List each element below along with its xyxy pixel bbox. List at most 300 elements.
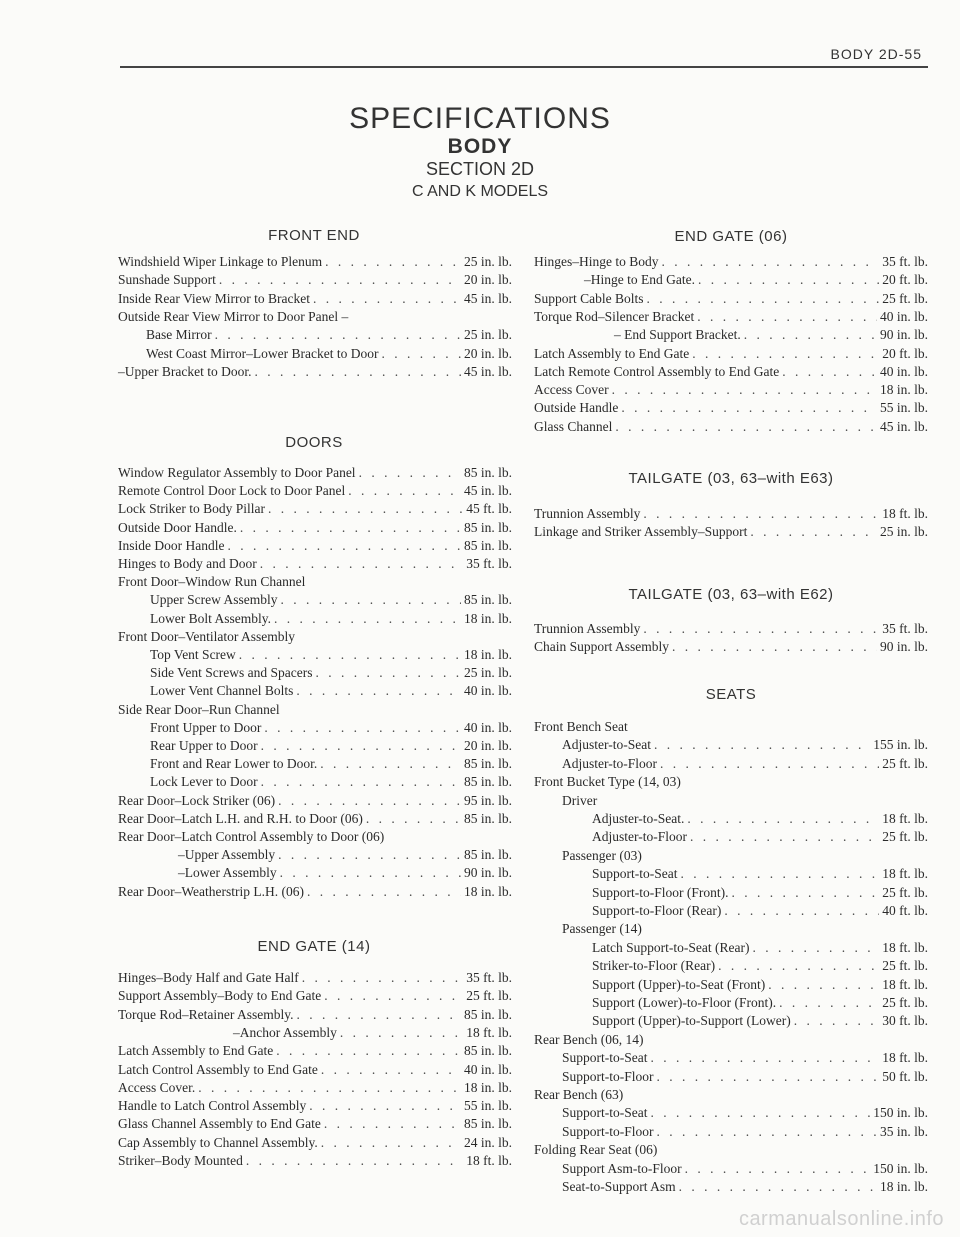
spec-value: 18 ft. lb. xyxy=(882,506,928,521)
spec-row xyxy=(534,308,928,326)
spec-row xyxy=(118,1006,512,1024)
dot-leader xyxy=(359,464,461,482)
spec-group-label: Driver xyxy=(562,792,598,808)
spec-label: Support-to-Seat xyxy=(562,1050,648,1066)
spec-value: 25 ft. lb. xyxy=(882,755,928,771)
spec-value: 18 in. lb. xyxy=(463,647,512,662)
spec-row xyxy=(534,345,928,363)
spec-label: –Anchor Assembly xyxy=(233,1024,337,1040)
spec-label: Remote Control Door Lock to Door Panel xyxy=(118,483,346,499)
dot-leader xyxy=(261,737,461,755)
spec-value: 25 ft. lb. xyxy=(882,884,928,900)
spec-value: 40 in. lb. xyxy=(879,308,928,324)
dot-leader xyxy=(615,418,877,436)
spec-label: Support-to-Floor xyxy=(562,1123,654,1139)
spec-value: 20 in. lb. xyxy=(463,738,512,753)
spec-value: 55 in. lb. xyxy=(463,1098,512,1114)
spec-row xyxy=(150,610,512,628)
spec-row xyxy=(534,253,928,271)
dot-leader xyxy=(690,828,879,846)
spec-row xyxy=(150,591,512,609)
spec-value: 18 in. lb. xyxy=(463,1079,512,1095)
spec-label: West Coast Mirror–Lower Bracket to Door xyxy=(146,345,379,361)
spec-label: Handle to Latch Control Assembly xyxy=(118,1098,307,1114)
spec-value: 35 ft. lb. xyxy=(466,556,512,571)
dot-leader xyxy=(782,363,877,381)
spec-value: 85 in. lb. xyxy=(463,774,512,790)
dot-leader xyxy=(718,957,879,975)
spec-row xyxy=(592,957,928,975)
spec-label: Support-to-Seat xyxy=(562,1105,648,1121)
spec-value: 20 ft. lb. xyxy=(882,345,928,361)
spec-value: 35 ft. lb. xyxy=(882,621,928,636)
dot-leader xyxy=(679,1178,877,1196)
spec-value: 85 in. lb. xyxy=(463,592,512,608)
spec-label: Inside Rear View Mirror to Bracket xyxy=(118,290,311,306)
dot-leader xyxy=(744,326,877,344)
spec-label: Support (Lower)-to-Floor (Front). xyxy=(592,995,777,1010)
dot-leader xyxy=(697,308,877,326)
spec-value: 35 ft. lb. xyxy=(466,970,512,985)
end-gate-14-heading: END GATE (14) xyxy=(257,938,371,955)
spec-row xyxy=(562,736,928,754)
spec-value: 90 in. lb. xyxy=(879,327,928,343)
dot-leader xyxy=(794,1012,880,1030)
spec-value: 35 ft. lb. xyxy=(882,254,928,269)
spec-row xyxy=(534,523,928,541)
dot-leader xyxy=(313,290,461,308)
spec-value: 85 in. lb. xyxy=(463,810,512,826)
spec-label: Seat-to-Support Asm xyxy=(562,1179,676,1194)
spec-row xyxy=(146,345,512,363)
dot-leader xyxy=(246,1152,463,1170)
spec-label: Support Asm-to-Floor xyxy=(562,1160,682,1176)
spec-label: Latch Remote Control Assembly to End Gate xyxy=(534,363,780,379)
spec-value: 85 in. lb. xyxy=(463,847,512,863)
spec-value: 25 in. lb. xyxy=(463,327,512,343)
spec-row xyxy=(534,620,928,638)
spec-label: Torque Rod–Silencer Bracket xyxy=(534,308,695,324)
spec-label: Glass Channel xyxy=(534,418,613,434)
spec-row xyxy=(118,1115,512,1133)
dot-leader xyxy=(660,755,879,773)
spec-label: Windshield Wiper Linkage to Plenum xyxy=(118,254,323,269)
spec-value: 45 ft. lb. xyxy=(466,501,512,517)
dot-leader xyxy=(321,1134,461,1152)
spec-label: Glass Channel Assembly to End Gate xyxy=(118,1116,321,1132)
dot-leader xyxy=(274,610,461,628)
dot-leader xyxy=(320,755,461,773)
spec-row xyxy=(150,773,512,791)
spec-row xyxy=(118,363,512,381)
spec-label: Support Cable Bolts xyxy=(534,290,644,306)
spec-value: 85 in. lb. xyxy=(463,519,512,535)
spec-label: –Upper Bracket to Door. xyxy=(118,363,252,379)
dot-leader xyxy=(366,810,461,828)
spec-row xyxy=(562,1068,928,1086)
spec-value: 18 in. lb. xyxy=(463,883,512,899)
spec-row xyxy=(118,1079,512,1097)
spec-label: Rear Door–Lock Striker (06) xyxy=(118,792,276,808)
dot-leader xyxy=(260,555,464,573)
spec-label: Front and Rear Lower to Door. xyxy=(150,756,318,772)
spec-value: 150 in. lb. xyxy=(873,1105,928,1121)
spec-label: Latch Control Assembly to End Gate xyxy=(118,1061,318,1077)
dot-leader xyxy=(681,865,880,883)
spec-value: 18 in. lb. xyxy=(879,1179,928,1194)
dot-leader xyxy=(302,969,464,987)
spec-label: –Upper Assembly xyxy=(178,847,276,863)
dot-leader xyxy=(692,345,879,363)
dot-leader xyxy=(643,505,879,523)
spec-label: Lower Vent Channel Bolts xyxy=(150,683,294,699)
spec-value: 25 ft. lb. xyxy=(882,290,928,306)
spec-label: Support-to-Floor xyxy=(562,1068,654,1084)
spec-value: 18 ft. lb. xyxy=(882,811,928,826)
spec-row xyxy=(118,519,512,537)
spec-label: Torque Rod–Retainer Assembly. xyxy=(118,1006,294,1022)
dot-leader xyxy=(324,1115,461,1133)
dot-leader xyxy=(621,399,877,417)
spec-label: Support-to-Floor (Front). xyxy=(592,884,729,900)
dot-leader xyxy=(321,1061,461,1079)
spec-row xyxy=(178,846,512,864)
spec-label: Support-to-Seat xyxy=(592,866,678,882)
dot-leader xyxy=(662,253,880,271)
section-label: SECTION 2D xyxy=(425,159,535,179)
spec-row xyxy=(592,1012,928,1030)
spec-value: 45 in. lb. xyxy=(879,418,928,434)
spec-value: 55 in. lb. xyxy=(879,400,928,416)
spec-value: 45 in. lb. xyxy=(463,483,512,499)
spec-row xyxy=(592,939,928,957)
spec-row xyxy=(118,464,512,482)
spec-value: 95 in. lb. xyxy=(463,792,512,808)
spec-row xyxy=(118,271,512,289)
dot-leader xyxy=(651,1049,880,1067)
spec-row xyxy=(233,1024,512,1042)
spec-row xyxy=(150,664,512,682)
spec-group-label: Rear Bench (06, 14) xyxy=(534,1031,644,1047)
spec-row xyxy=(118,1042,512,1060)
spec-group-label: Passenger (03) xyxy=(562,847,642,863)
dot-leader xyxy=(296,682,461,700)
spec-label: Cap Assembly to Channel Assembly. xyxy=(118,1134,318,1150)
spec-value: 155 in. lb. xyxy=(873,737,928,753)
spec-value: 35 in. lb. xyxy=(879,1123,928,1139)
dot-leader xyxy=(278,792,461,810)
spec-label: Access Cover. xyxy=(118,1079,196,1095)
spec-group-label: Front Bucket Type (14, 03) xyxy=(534,774,681,790)
spec-row xyxy=(150,719,512,737)
spec-label: Striker-to-Floor (Rear) xyxy=(592,958,716,974)
spec-label: Hinges to Body and Door xyxy=(118,556,257,571)
spec-value: 18 ft. lb. xyxy=(466,1024,512,1040)
dot-leader xyxy=(215,326,461,344)
dot-leader xyxy=(309,1097,461,1115)
spec-group-label: Passenger (14) xyxy=(562,921,642,937)
spec-label: Chain Support Assembly xyxy=(534,639,670,655)
spec-value: 40 in. lb. xyxy=(879,363,928,379)
spec-value: 90 in. lb. xyxy=(463,865,512,881)
spec-row xyxy=(562,1160,928,1178)
dot-leader xyxy=(276,1042,461,1060)
spec-label: Adjuster-to-Floor xyxy=(562,755,657,771)
spec-group-label: Outside Rear View Mirror to Door Panel – xyxy=(118,308,349,324)
spec-value: 25 in. lb. xyxy=(879,524,928,540)
spec-label: Access Cover xyxy=(534,382,609,398)
spec-row xyxy=(534,505,928,523)
spec-value: 85 in. lb. xyxy=(463,1116,512,1132)
spec-value: 24 in. lb. xyxy=(463,1134,512,1150)
dot-leader xyxy=(779,994,879,1012)
spec-value: 18 ft. lb. xyxy=(882,866,928,882)
dot-leader xyxy=(647,290,880,308)
spec-label: Support Assembly–Body to End Gate xyxy=(118,988,322,1004)
spec-row xyxy=(118,290,512,308)
dot-leader xyxy=(198,1079,461,1097)
dot-leader xyxy=(768,976,879,994)
spec-row xyxy=(118,987,512,1005)
spec-row xyxy=(118,1061,512,1079)
spec-value: 40 in. lb. xyxy=(463,683,512,699)
dot-leader xyxy=(750,523,877,541)
spec-row xyxy=(118,1134,512,1152)
spec-label: Lock Lever to Door xyxy=(150,774,258,790)
spec-value: 40 ft. lb. xyxy=(882,903,928,918)
spec-group-label: Folding Rear Seat (06) xyxy=(534,1142,658,1158)
spec-value: 20 in. lb. xyxy=(463,272,512,288)
spec-row xyxy=(150,646,512,664)
spec-label: Window Regulator Assembly to Door Panel xyxy=(118,465,356,480)
dot-leader xyxy=(264,719,461,737)
spec-value: 150 in. lb. xyxy=(873,1160,928,1176)
spec-label: –Hinge to End Gate. xyxy=(584,272,695,288)
spec-label: Latch Assembly to End Gate xyxy=(534,345,690,361)
spec-label: –Lower Assembly xyxy=(178,865,277,881)
spec-label: Outside Handle xyxy=(534,400,619,416)
dot-leader xyxy=(657,1068,880,1086)
dot-leader xyxy=(280,864,461,882)
spec-label: Linkage and Striker Assembly–Support xyxy=(534,524,748,540)
spec-group-label: Rear Bench (63) xyxy=(534,1087,624,1102)
spec-group-label: Front Door–Window Run Channel xyxy=(118,574,306,590)
spec-row xyxy=(592,902,928,920)
end-gate-06-heading: END GATE (06) xyxy=(674,228,788,245)
spec-value: 85 in. lb. xyxy=(463,1043,512,1059)
spec-label: Support-to-Floor (Rear) xyxy=(592,903,722,918)
spec-row xyxy=(592,884,928,902)
dot-leader xyxy=(752,939,879,957)
spec-value: 85 in. lb. xyxy=(463,1006,512,1022)
spec-label: Adjuster-to-Floor xyxy=(592,829,687,845)
spec-label: Rear Door–Latch L.H. and R.H. to Door (06) xyxy=(118,810,363,826)
spec-row xyxy=(118,555,512,573)
dot-leader xyxy=(227,537,461,555)
dot-leader xyxy=(724,902,879,920)
spec-row xyxy=(614,326,928,344)
spec-label: Trunnion Assembly xyxy=(534,621,641,636)
spec-label: Side Vent Screws and Spacers xyxy=(150,665,313,681)
spec-row xyxy=(592,865,928,883)
dot-leader xyxy=(657,1123,877,1141)
spec-value: 18 in. lb. xyxy=(879,382,928,398)
tailgate-e62-heading: TAILGATE (03, 63–with E62) xyxy=(628,586,834,603)
spec-label: Lock Striker to Body Pillar xyxy=(118,501,265,517)
spec-value: 18 ft. lb. xyxy=(882,1050,928,1066)
spec-value: 85 in. lb. xyxy=(463,537,512,553)
spec-row xyxy=(534,290,928,308)
spec-row xyxy=(118,1097,512,1115)
spec-value: 45 in. lb. xyxy=(463,290,512,306)
dot-leader xyxy=(261,773,461,791)
spec-label: Rear Door–Weatherstrip L.H. (06) xyxy=(118,883,304,899)
spec-value: 40 in. lb. xyxy=(463,1061,512,1077)
spec-value: 18 ft. lb. xyxy=(466,1153,512,1168)
dot-leader xyxy=(239,646,461,664)
header-rule xyxy=(120,66,928,68)
spec-value: 20 ft. lb. xyxy=(882,272,928,288)
spec-row xyxy=(118,253,512,271)
spec-label: – End Support Bracket. xyxy=(614,327,741,343)
spec-row xyxy=(118,537,512,555)
watermark: carmanualsonline.info xyxy=(738,1208,944,1230)
dot-leader xyxy=(732,884,880,902)
spec-label: Adjuster-to-Seat xyxy=(562,737,651,753)
spec-row xyxy=(534,399,928,417)
dot-leader xyxy=(324,987,463,1005)
spec-label: Inside Door Handle xyxy=(118,537,225,553)
spec-value: 85 in. lb. xyxy=(463,465,512,480)
seats-heading: SEATS xyxy=(705,686,757,703)
spec-row xyxy=(118,792,512,810)
spec-value: 25 in. lb. xyxy=(463,665,512,681)
spec-value: 90 in. lb. xyxy=(879,639,928,655)
spec-label: Latch Assembly to End Gate xyxy=(118,1043,274,1059)
spec-value: 25 in. lb. xyxy=(463,254,512,269)
spec-row xyxy=(118,810,512,828)
spec-label: Lower Bolt Assembly. xyxy=(150,610,271,626)
spec-label: Top Vent Screw xyxy=(150,647,236,662)
spec-label: Trunnion Assembly xyxy=(534,506,641,521)
spec-label: Outside Door Handle. xyxy=(118,519,237,535)
spec-value: 50 ft. lb. xyxy=(882,1068,928,1084)
spec-value: 18 in. lb. xyxy=(463,610,512,626)
dot-leader xyxy=(340,1024,463,1042)
spec-row xyxy=(534,381,928,399)
page-title: SPECIFICATIONS xyxy=(349,102,611,135)
spec-group-label: Side Rear Door–Run Channel xyxy=(118,701,280,717)
dot-leader xyxy=(612,381,877,399)
page-subtitle: BODY xyxy=(447,135,513,158)
spec-row xyxy=(534,363,928,381)
tailgate-e63-heading: TAILGATE (03, 63–with E63) xyxy=(628,470,834,487)
spec-row xyxy=(150,737,512,755)
dot-leader xyxy=(297,1006,461,1024)
spec-row xyxy=(592,828,928,846)
spec-row xyxy=(118,482,512,500)
front-end-heading: FRONT END xyxy=(268,227,360,244)
page-header: BODY 2D-55 xyxy=(830,46,922,62)
spec-row xyxy=(592,994,928,1012)
dot-leader xyxy=(348,482,461,500)
dot-leader xyxy=(268,500,463,518)
spec-value: 30 ft. lb. xyxy=(882,1013,928,1029)
spec-label: Hinges–Hinge to Body xyxy=(534,254,659,269)
spec-row xyxy=(562,1178,928,1196)
dot-leader xyxy=(687,810,879,828)
spec-label: Hinges–Body Half and Gate Half xyxy=(118,970,299,985)
spec-row xyxy=(118,883,512,901)
spec-value: 40 in. lb. xyxy=(463,719,512,735)
spec-row xyxy=(118,1152,512,1170)
spec-row xyxy=(592,976,928,994)
dot-leader xyxy=(325,253,461,271)
spec-value: 25 ft. lb. xyxy=(882,995,928,1010)
spec-label: Support (Upper)-to-Support (Lower) xyxy=(592,1013,791,1029)
spec-row xyxy=(592,810,928,828)
spec-label: Latch Support-to-Seat (Rear) xyxy=(592,939,750,955)
dot-leader xyxy=(280,591,461,609)
dot-leader xyxy=(672,638,877,656)
spec-value: 18 ft. lb. xyxy=(882,976,928,992)
dot-leader xyxy=(654,736,870,754)
dot-leader xyxy=(381,345,461,363)
dot-leader xyxy=(643,620,879,638)
spec-label: Upper Screw Assembly xyxy=(150,592,278,608)
spec-row xyxy=(118,969,512,987)
spec-value: 18 ft. lb. xyxy=(882,939,928,955)
spec-row xyxy=(146,326,512,344)
spec-value: 85 in. lb. xyxy=(463,756,512,772)
dot-leader xyxy=(315,664,461,682)
spec-row xyxy=(584,271,928,289)
spec-group-label: Front Door–Ventilator Assembly xyxy=(118,628,295,644)
dot-leader xyxy=(685,1160,871,1178)
spec-label: Sunshade Support xyxy=(118,272,216,288)
spec-value: 25 ft. lb. xyxy=(882,958,928,974)
spec-row xyxy=(534,638,928,656)
spec-row xyxy=(562,1049,928,1067)
spec-value: 20 in. lb. xyxy=(463,345,512,361)
spec-row xyxy=(118,500,512,518)
spec-row xyxy=(150,682,512,700)
spec-value: 45 in. lb. xyxy=(463,363,512,379)
spec-group-label: Rear Door–Latch Control Assembly to Door (06) xyxy=(118,829,385,844)
dot-leader xyxy=(698,271,879,289)
spec-row xyxy=(150,755,512,773)
spec-row xyxy=(562,1104,928,1122)
dot-leader xyxy=(307,883,461,901)
spec-label: Adjuster-to-Seat. xyxy=(592,811,685,826)
spec-row xyxy=(562,1123,928,1141)
spec-row xyxy=(178,864,512,882)
spec-label: Front Upper to Door xyxy=(150,719,262,735)
dot-leader xyxy=(240,519,461,537)
spec-label: Support (Upper)-to-Seat (Front) xyxy=(592,976,766,992)
dot-leader xyxy=(254,363,461,381)
spec-label: Rear Upper to Door xyxy=(150,738,258,753)
spec-row xyxy=(562,755,928,773)
spec-row xyxy=(534,418,928,436)
spec-label: Striker–Body Mounted xyxy=(118,1153,243,1168)
spec-group-label: Front Bench Seat xyxy=(534,719,628,734)
spec-label: Base Mirror xyxy=(146,327,212,343)
dot-leader xyxy=(219,271,461,289)
spec-value: 25 ft. lb. xyxy=(882,829,928,845)
models-label: C AND K MODELS xyxy=(411,183,549,200)
spec-value: 25 ft. lb. xyxy=(466,988,512,1004)
